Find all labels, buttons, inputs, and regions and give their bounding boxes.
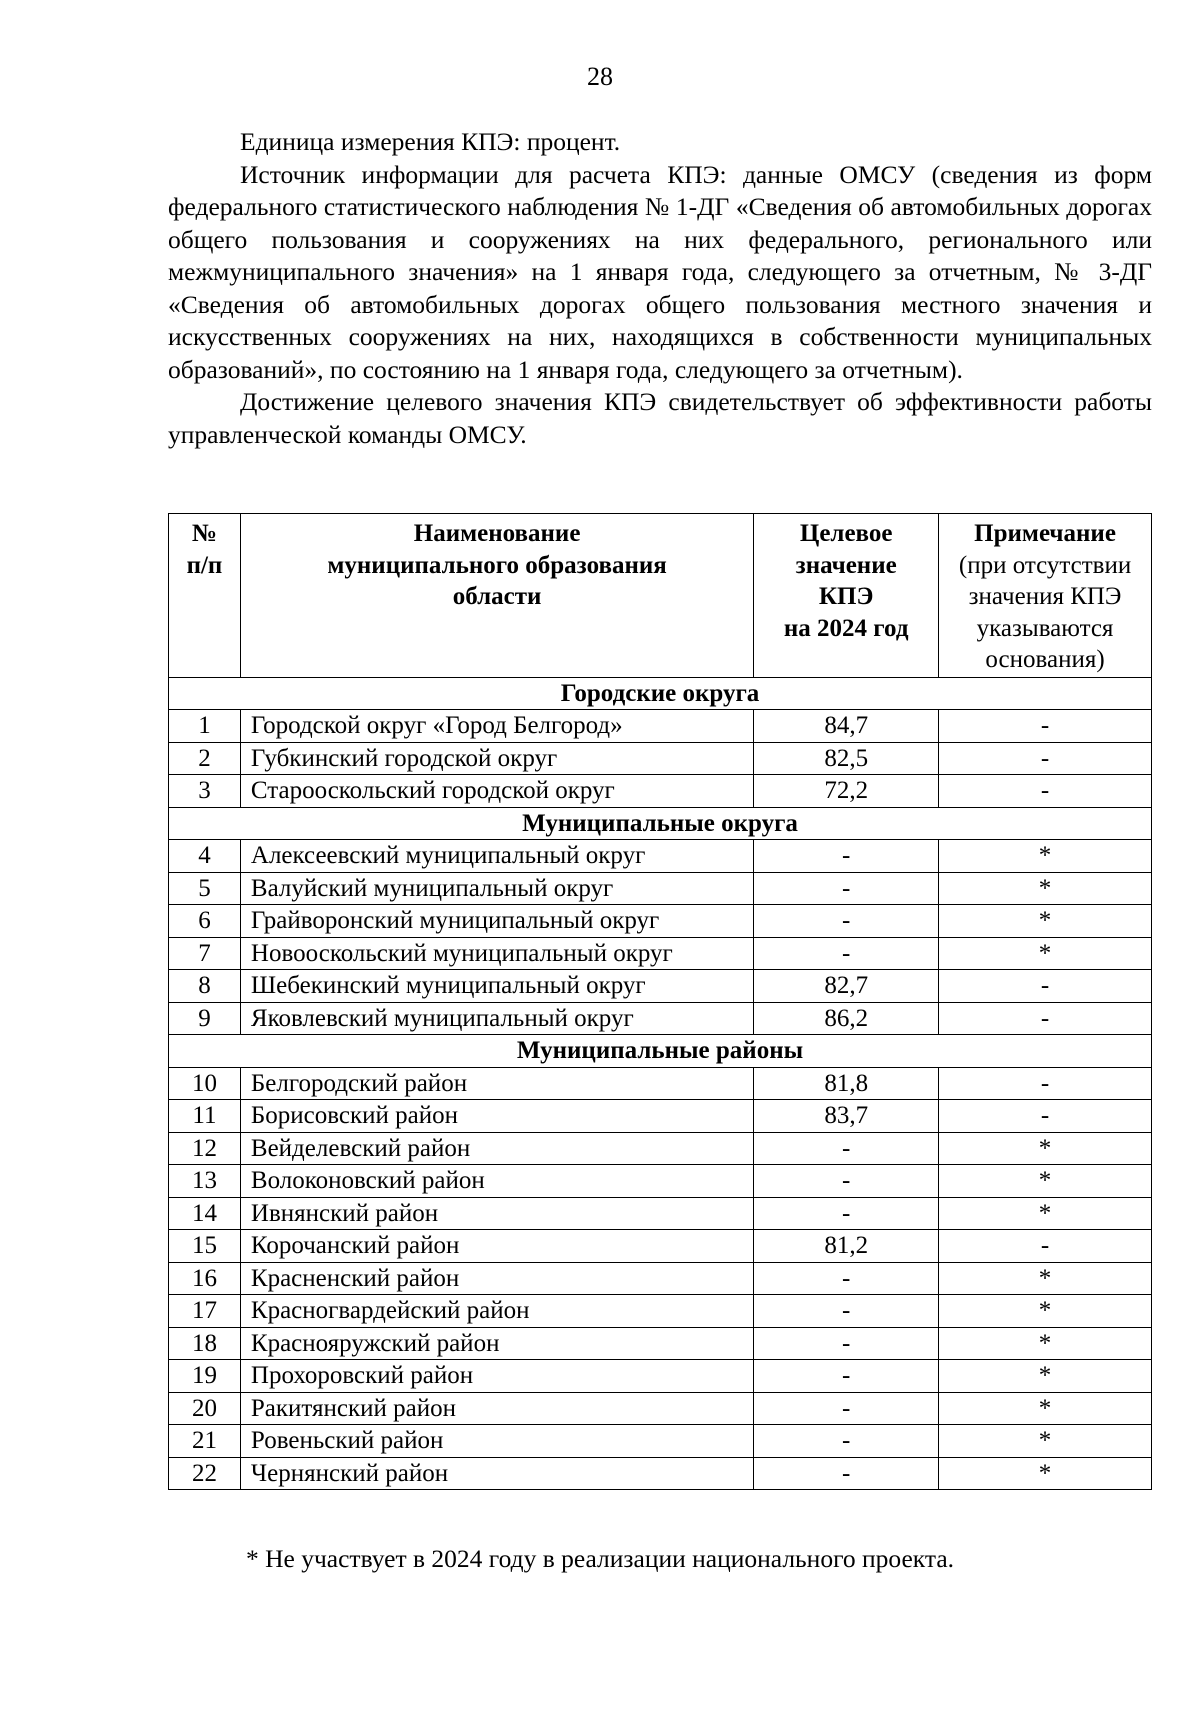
row-note: *	[939, 1165, 1152, 1198]
table-row	[169, 1295, 1152, 1328]
header-num	[169, 514, 241, 678]
row-note: *	[939, 872, 1152, 905]
table-row	[169, 710, 1152, 743]
table-row	[169, 1457, 1152, 1490]
row-value: -	[754, 872, 939, 905]
row-note: -	[939, 775, 1152, 808]
row-num: 10	[169, 1067, 241, 1100]
row-value: 82,5	[754, 742, 939, 775]
row-value: -	[754, 1197, 939, 1230]
row-value: -	[754, 1132, 939, 1165]
row-name: Ракитянский район	[240, 1392, 753, 1425]
row-note: *	[939, 1425, 1152, 1458]
row-note: *	[939, 905, 1152, 938]
header-target-line: Целевое	[799, 520, 893, 547]
table-row	[169, 1360, 1152, 1393]
row-value: 82,7	[754, 970, 939, 1003]
row-name: Волоконовский район	[240, 1165, 753, 1198]
row-name: Яковлевский муниципальный округ	[240, 1002, 753, 1035]
row-name: Борисовский район	[240, 1100, 753, 1133]
row-name: Ровеньский район	[240, 1425, 753, 1458]
row-name: Красногвардейский район	[240, 1295, 753, 1328]
row-num: 18	[169, 1327, 241, 1360]
row-value: 72,2	[754, 775, 939, 808]
section-row	[169, 677, 1152, 710]
paragraph-unit: Единица измерения КПЭ: процент.	[240, 127, 621, 156]
header-target-line: КПЭ	[818, 583, 874, 610]
table-header-row	[169, 514, 1152, 678]
row-note: *	[939, 937, 1152, 970]
row-name: Городской округ «Город Белгород»	[240, 710, 753, 743]
row-value: 81,2	[754, 1230, 939, 1263]
row-num: 16	[169, 1262, 241, 1295]
row-num: 7	[169, 937, 241, 970]
header-name	[240, 514, 753, 678]
row-num: 9	[169, 1002, 241, 1035]
header-note-line: (при отсутствии	[958, 551, 1132, 579]
row-value: -	[754, 1425, 939, 1458]
row-num: 15	[169, 1230, 241, 1263]
row-num: 5	[169, 872, 241, 905]
row-name: Вейделевский район	[240, 1132, 753, 1165]
table-row	[169, 1327, 1152, 1360]
row-num: 8	[169, 970, 241, 1003]
row-name: Шебекинский муниципальный округ	[240, 970, 753, 1003]
row-note: *	[939, 1262, 1152, 1295]
row-num: 11	[169, 1100, 241, 1133]
row-value: 81,8	[754, 1067, 939, 1100]
page-number: 28	[587, 62, 613, 91]
header-note-line: Примечание	[974, 520, 1116, 547]
row-note: -	[939, 1067, 1152, 1100]
row-num: 6	[169, 905, 241, 938]
row-note: *	[939, 1392, 1152, 1425]
row-name: Краснояружский район	[240, 1327, 753, 1360]
header-target-line: на 2024 год	[783, 614, 909, 642]
row-name: Белгородский район	[240, 1067, 753, 1100]
row-value: 86,2	[754, 1002, 939, 1035]
section-row	[169, 1035, 1152, 1068]
row-name: Чернянский район	[240, 1457, 753, 1490]
table-row	[169, 970, 1152, 1003]
table-row	[169, 872, 1152, 905]
row-value: -	[754, 840, 939, 873]
row-name: Губкинский городской округ	[240, 742, 753, 775]
row-note: -	[939, 742, 1152, 775]
row-num: 4	[169, 840, 241, 873]
row-num: 13	[169, 1165, 241, 1198]
table-row	[169, 905, 1152, 938]
header-note	[939, 514, 1152, 678]
header-name-line: области	[452, 583, 542, 610]
row-note: -	[939, 1100, 1152, 1133]
row-name: Ивнянский район	[240, 1197, 753, 1230]
section-title: Городские округа	[169, 677, 1152, 710]
row-name: Новооскольский муниципальный округ	[240, 937, 753, 970]
section-row	[169, 807, 1152, 840]
row-name: Красненский район	[240, 1262, 753, 1295]
row-num: 3	[169, 775, 241, 808]
table-row	[169, 1100, 1152, 1133]
row-num: 19	[169, 1360, 241, 1393]
kpi-table	[168, 513, 1152, 1490]
body-text	[168, 126, 1152, 451]
header-num-line: п/п	[186, 551, 223, 579]
row-value: -	[754, 1392, 939, 1425]
table-row	[169, 1392, 1152, 1425]
row-num: 2	[169, 742, 241, 775]
row-note: *	[939, 1457, 1152, 1490]
row-name: Старооскольский городской округ	[240, 775, 753, 808]
table-row	[169, 1132, 1152, 1165]
row-num: 22	[169, 1457, 241, 1490]
table-row	[169, 1230, 1152, 1263]
row-note: *	[939, 1327, 1152, 1360]
row-num: 1	[169, 710, 241, 743]
table-row	[169, 1165, 1152, 1198]
row-name: Корочанский район	[240, 1230, 753, 1263]
section-title: Муниципальные районы	[169, 1035, 1152, 1068]
row-note: *	[939, 1132, 1152, 1165]
row-note: -	[939, 1230, 1152, 1263]
table-row	[169, 1262, 1152, 1295]
row-value: -	[754, 1360, 939, 1393]
paragraph-achievement: Достижение целевого значения КПЭ свидетельствует об эффективности работы управленческой команды ОМСУ.	[168, 387, 1152, 449]
row-value: -	[754, 937, 939, 970]
table-row	[169, 1002, 1152, 1035]
row-name: Валуйский муниципальный округ	[240, 872, 753, 905]
table-row	[169, 840, 1152, 873]
header-name-line: Наименование	[413, 520, 581, 547]
section-title: Муниципальные округа	[169, 807, 1152, 840]
row-num: 14	[169, 1197, 241, 1230]
row-value: -	[754, 905, 939, 938]
row-name: Алексеевский муниципальный округ	[240, 840, 753, 873]
table-row	[169, 742, 1152, 775]
row-note: -	[939, 710, 1152, 743]
row-num: 20	[169, 1392, 241, 1425]
row-num: 17	[169, 1295, 241, 1328]
row-note: *	[939, 1360, 1152, 1393]
header-target-line: значение	[795, 551, 897, 579]
row-value: 83,7	[754, 1100, 939, 1133]
table-row	[169, 1197, 1152, 1230]
row-note: -	[939, 970, 1152, 1003]
row-num: 12	[169, 1132, 241, 1165]
header-num-line: №	[191, 520, 218, 547]
row-note: *	[939, 840, 1152, 873]
table-row	[169, 1425, 1152, 1458]
table-row	[169, 1067, 1152, 1100]
header-note-line: основания)	[985, 646, 1105, 673]
table-row	[169, 937, 1152, 970]
row-value: -	[754, 1165, 939, 1198]
header-note-line: указываются	[976, 614, 1114, 642]
row-value: -	[754, 1457, 939, 1490]
row-value: 84,7	[754, 710, 939, 743]
row-num: 21	[169, 1425, 241, 1458]
paragraph-source: Источник информации для расчета КПЭ: данные ОМСУ (сведения из форм федерального статистического наблюдения № 1-ДГ «Сведения об автомобильных дорогах общего пользования и сооружениях на них федерального, регионального или межмуниципального значения» на 1 января года, следующего за отчетным, № 3-ДГ «Сведения об автомобильных дорогах общего пользования местного значения и искусственных сооружениях на них, находящихся в собственности муниципальных образований», по состоянию на 1 января года, следующего за отчетным).	[168, 159, 1152, 384]
row-value: -	[754, 1327, 939, 1360]
row-note: *	[939, 1295, 1152, 1328]
row-value: -	[754, 1262, 939, 1295]
row-note: *	[939, 1197, 1152, 1230]
header-note-line: значения КПЭ	[968, 583, 1122, 610]
row-note: -	[939, 1002, 1152, 1035]
header-name-line: муниципального образования	[327, 551, 667, 579]
header-target	[754, 514, 939, 678]
row-name: Прохоровский район	[240, 1360, 753, 1393]
row-value: -	[754, 1295, 939, 1328]
row-name: Грайворонский муниципальный округ	[240, 905, 753, 938]
footnote: * Не участвует в 2024 году в реализации национального проекта.	[245, 1544, 955, 1573]
table-row	[169, 775, 1152, 808]
